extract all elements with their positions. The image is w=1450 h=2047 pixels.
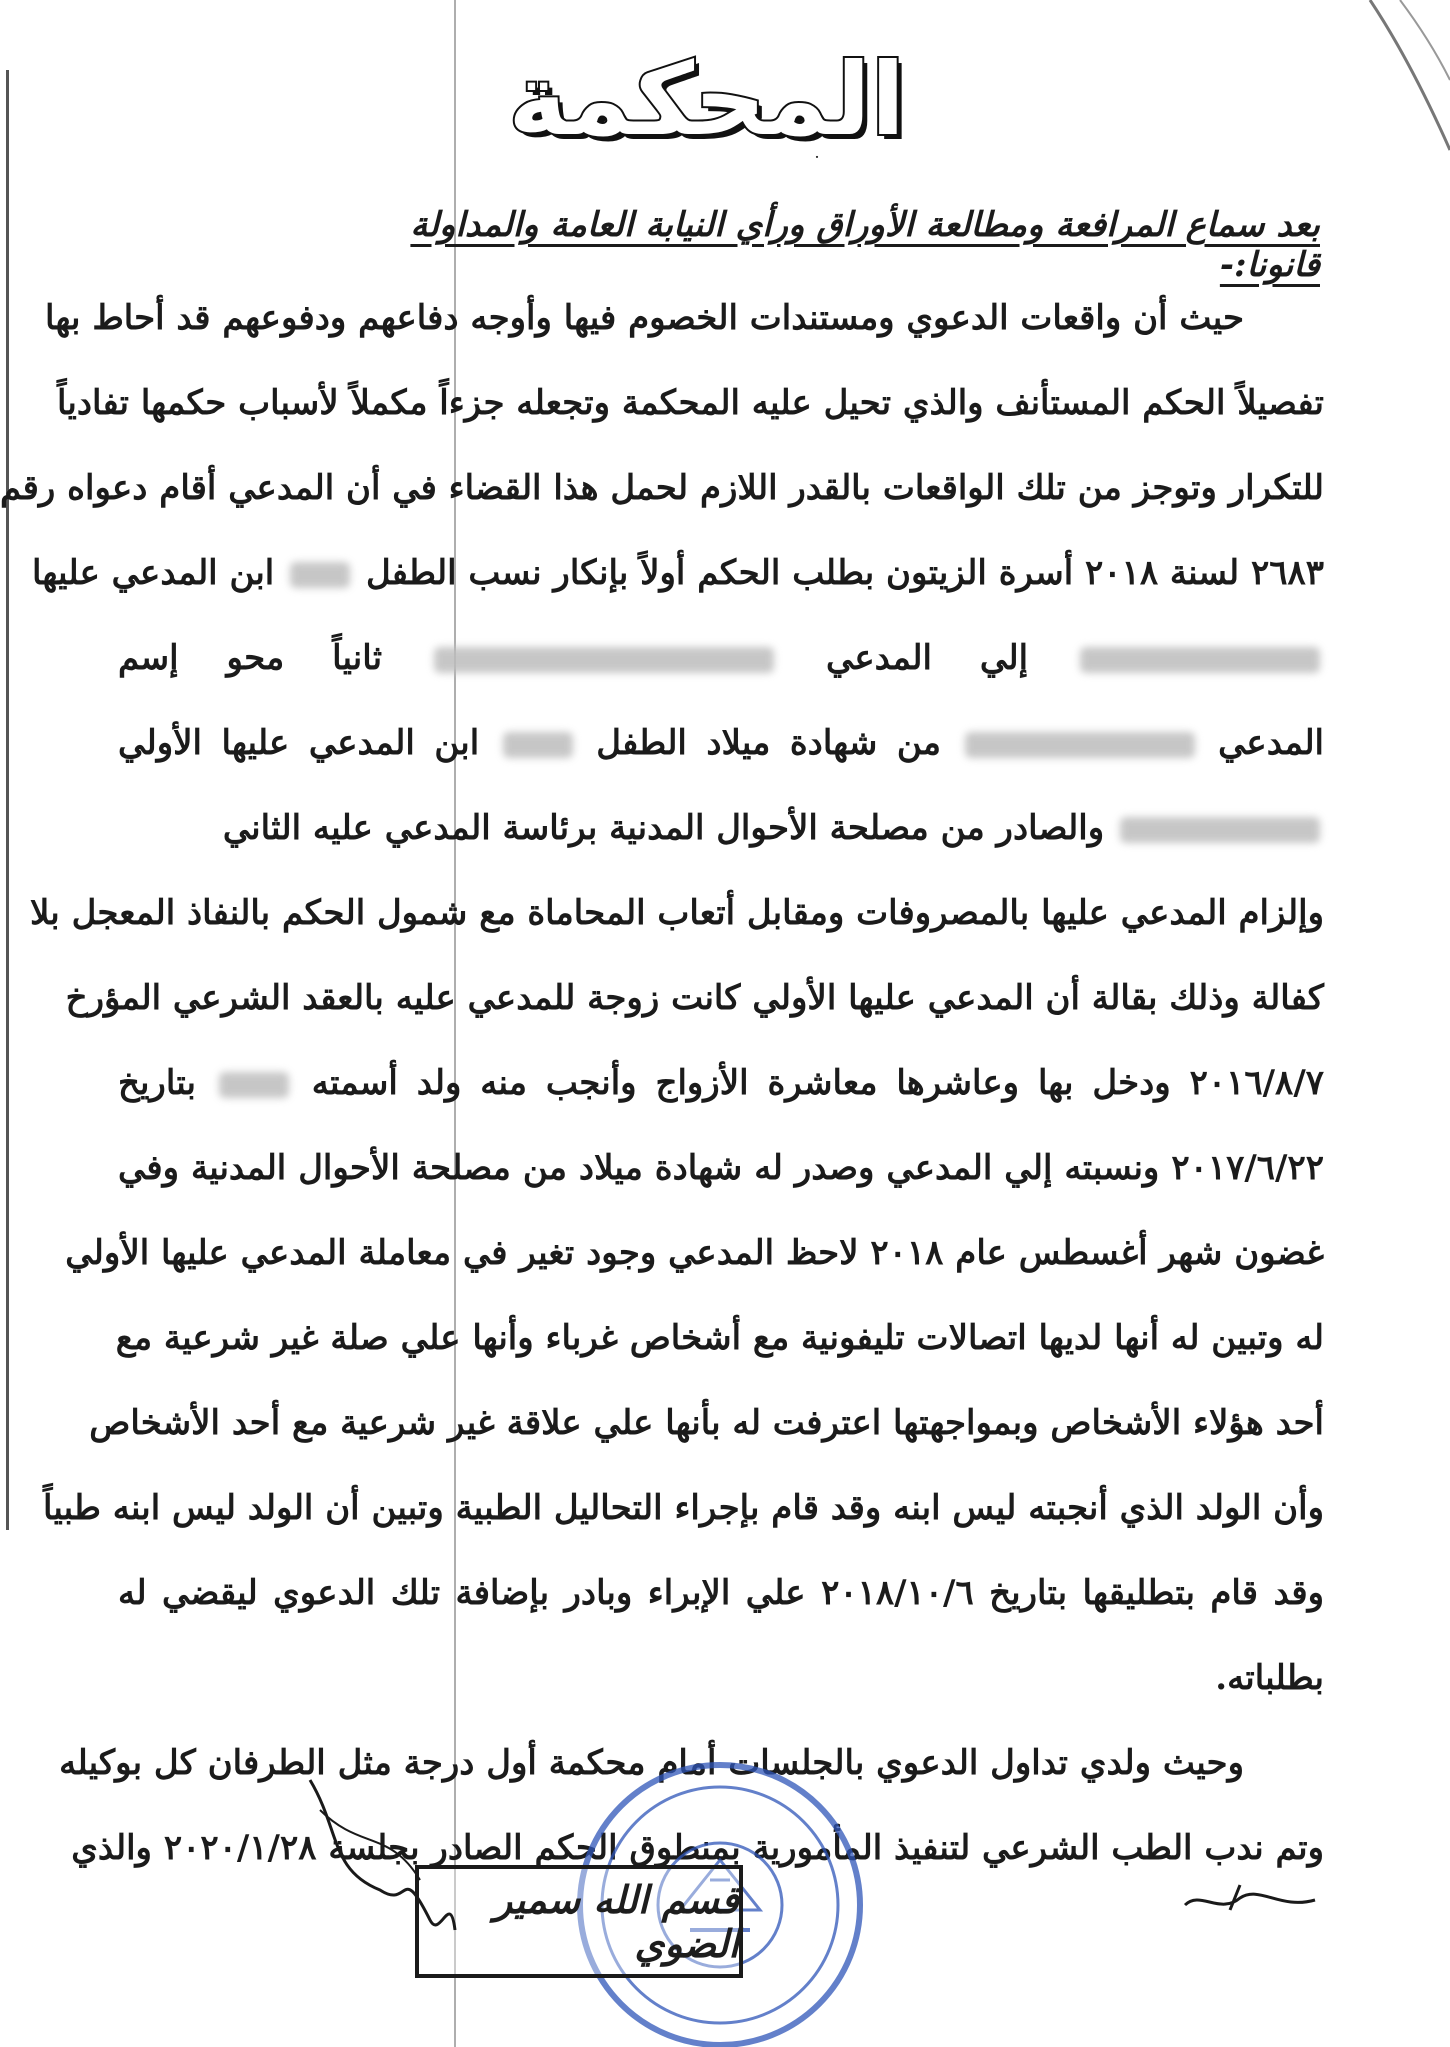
redacted-name: [965, 732, 1195, 758]
redacted-name: [1120, 817, 1320, 843]
page-corner-curl: [1340, 0, 1450, 240]
left-margin-line: [6, 70, 9, 1530]
body-line: المدعي من شهادة ميلاد الطفل ابن المدعي عليها الأولي: [118, 723, 1324, 763]
initials-scribble: [1180, 1880, 1320, 1920]
body-line: وإلزام المدعي عليها بالمصروفات ومقابل أتعاب المحاماة مع شمول الحكم بالنفاذ المعجل بلا: [30, 893, 1324, 933]
body-line: له وتبين له أنها لديها اتصالات تليفونية مع أشخاص غرباء وأنها علي صلة غير شرعية مع: [115, 1318, 1324, 1358]
body-line: بطلباته.: [1215, 1658, 1324, 1698]
court-header: [508, 40, 905, 160]
body-line: أحد هؤلاء الأشخاص وبمواجهتها اعترفت له بأنها علي علاقة غير شرعية مع أحد الأشخاص: [89, 1403, 1324, 1443]
body-line: للتكرار وتوجز من تلك الواقعات بالقدر اللازم لحمل هذا القضاء في أن المدعي أقام دعواه رقم: [0, 468, 1324, 508]
intro-line: بعد سماع المرافعة ومطالعة الأوراق ورأي النيابة العامة والمداولة قانونا:-: [410, 205, 1320, 285]
body-line: إلي المدعي ثانياً محو إسم: [118, 630, 1324, 686]
redacted-name: [1080, 647, 1320, 673]
redacted-name: [219, 1072, 289, 1098]
signature-box: [415, 1865, 743, 1978]
body-line: ٢٦٨٣ لسنة ٢٠١٨ أسرة الزيتون بطلب الحكم أولاً بإنكار نسب الطفل ابن المدعي عليها: [32, 553, 1324, 593]
court-title: المحكمة: [508, 41, 905, 158]
body-line: وأن الولد الذي أنجبته ليس ابنه وقد قام بإجراء التحاليل الطبية وتبين أن الولد ليس ابنه طبياً: [42, 1488, 1324, 1528]
body-line: ٢٠١٧/٦/٢٢ ونسبته إلي المدعي وصدر له شهادة ميلاد من مصلحة الأحوال المدنية وفي: [118, 1148, 1324, 1188]
body-line: تفصيلاً الحكم المستأنف والذي تحيل عليه المحكمة وتجعله جزءاً مكملاً لأسباب حكمها تفادياً: [57, 383, 1324, 423]
handwritten-signature: [300, 1770, 460, 1950]
body-line: ٢٠١٦/٨/٧ ودخل بها وعاشرها معاشرة الأزواج وأنجب منه ولد أسمته بتاريخ: [118, 1063, 1324, 1103]
signature-name: قسم الله سمير الضوي: [493, 1877, 739, 1966]
body-line: وتم ندب الطب الشرعي لتنفيذ المأمورية بمنطوق الحكم الصادر بجلسة ٢٠٢٠/١/٢٨ والذي: [71, 1828, 1324, 1868]
body-line: حيث أن واقعات الدعوي ومستندات الخصوم فيها وأوجه دفاعهم ودفوعهم قد أحاط بها: [45, 298, 1244, 338]
redacted-name: [434, 647, 774, 673]
body-line: كفالة وذلك بقالة أن المدعي عليها الأولي كانت زوجة للمدعي عليه بالعقد الشرعي المؤرخ: [65, 978, 1324, 1018]
redacted-name: [503, 732, 573, 758]
body-line: والصادر من مصلحة الأحوال المدنية برئاسة المدعي عليه الثاني: [118, 800, 1324, 856]
redacted-name: [290, 562, 350, 588]
body-line: غضون شهر أغسطس عام ٢٠١٨ لاحظ المدعي وجود تغير في معاملة المدعي عليها الأولي: [65, 1233, 1324, 1273]
body-line: وحيث ولدي تداول الدعوي بالجلسات أمام محكمة أول درجة مثل الطرفان كل بوكيله: [59, 1743, 1244, 1783]
body-line: وقد قام بتطليقها بتاريخ ٢٠١٨/١٠/٦ علي الإبراء وبادر بإضافة تلك الدعوي ليقضي له: [118, 1573, 1324, 1613]
